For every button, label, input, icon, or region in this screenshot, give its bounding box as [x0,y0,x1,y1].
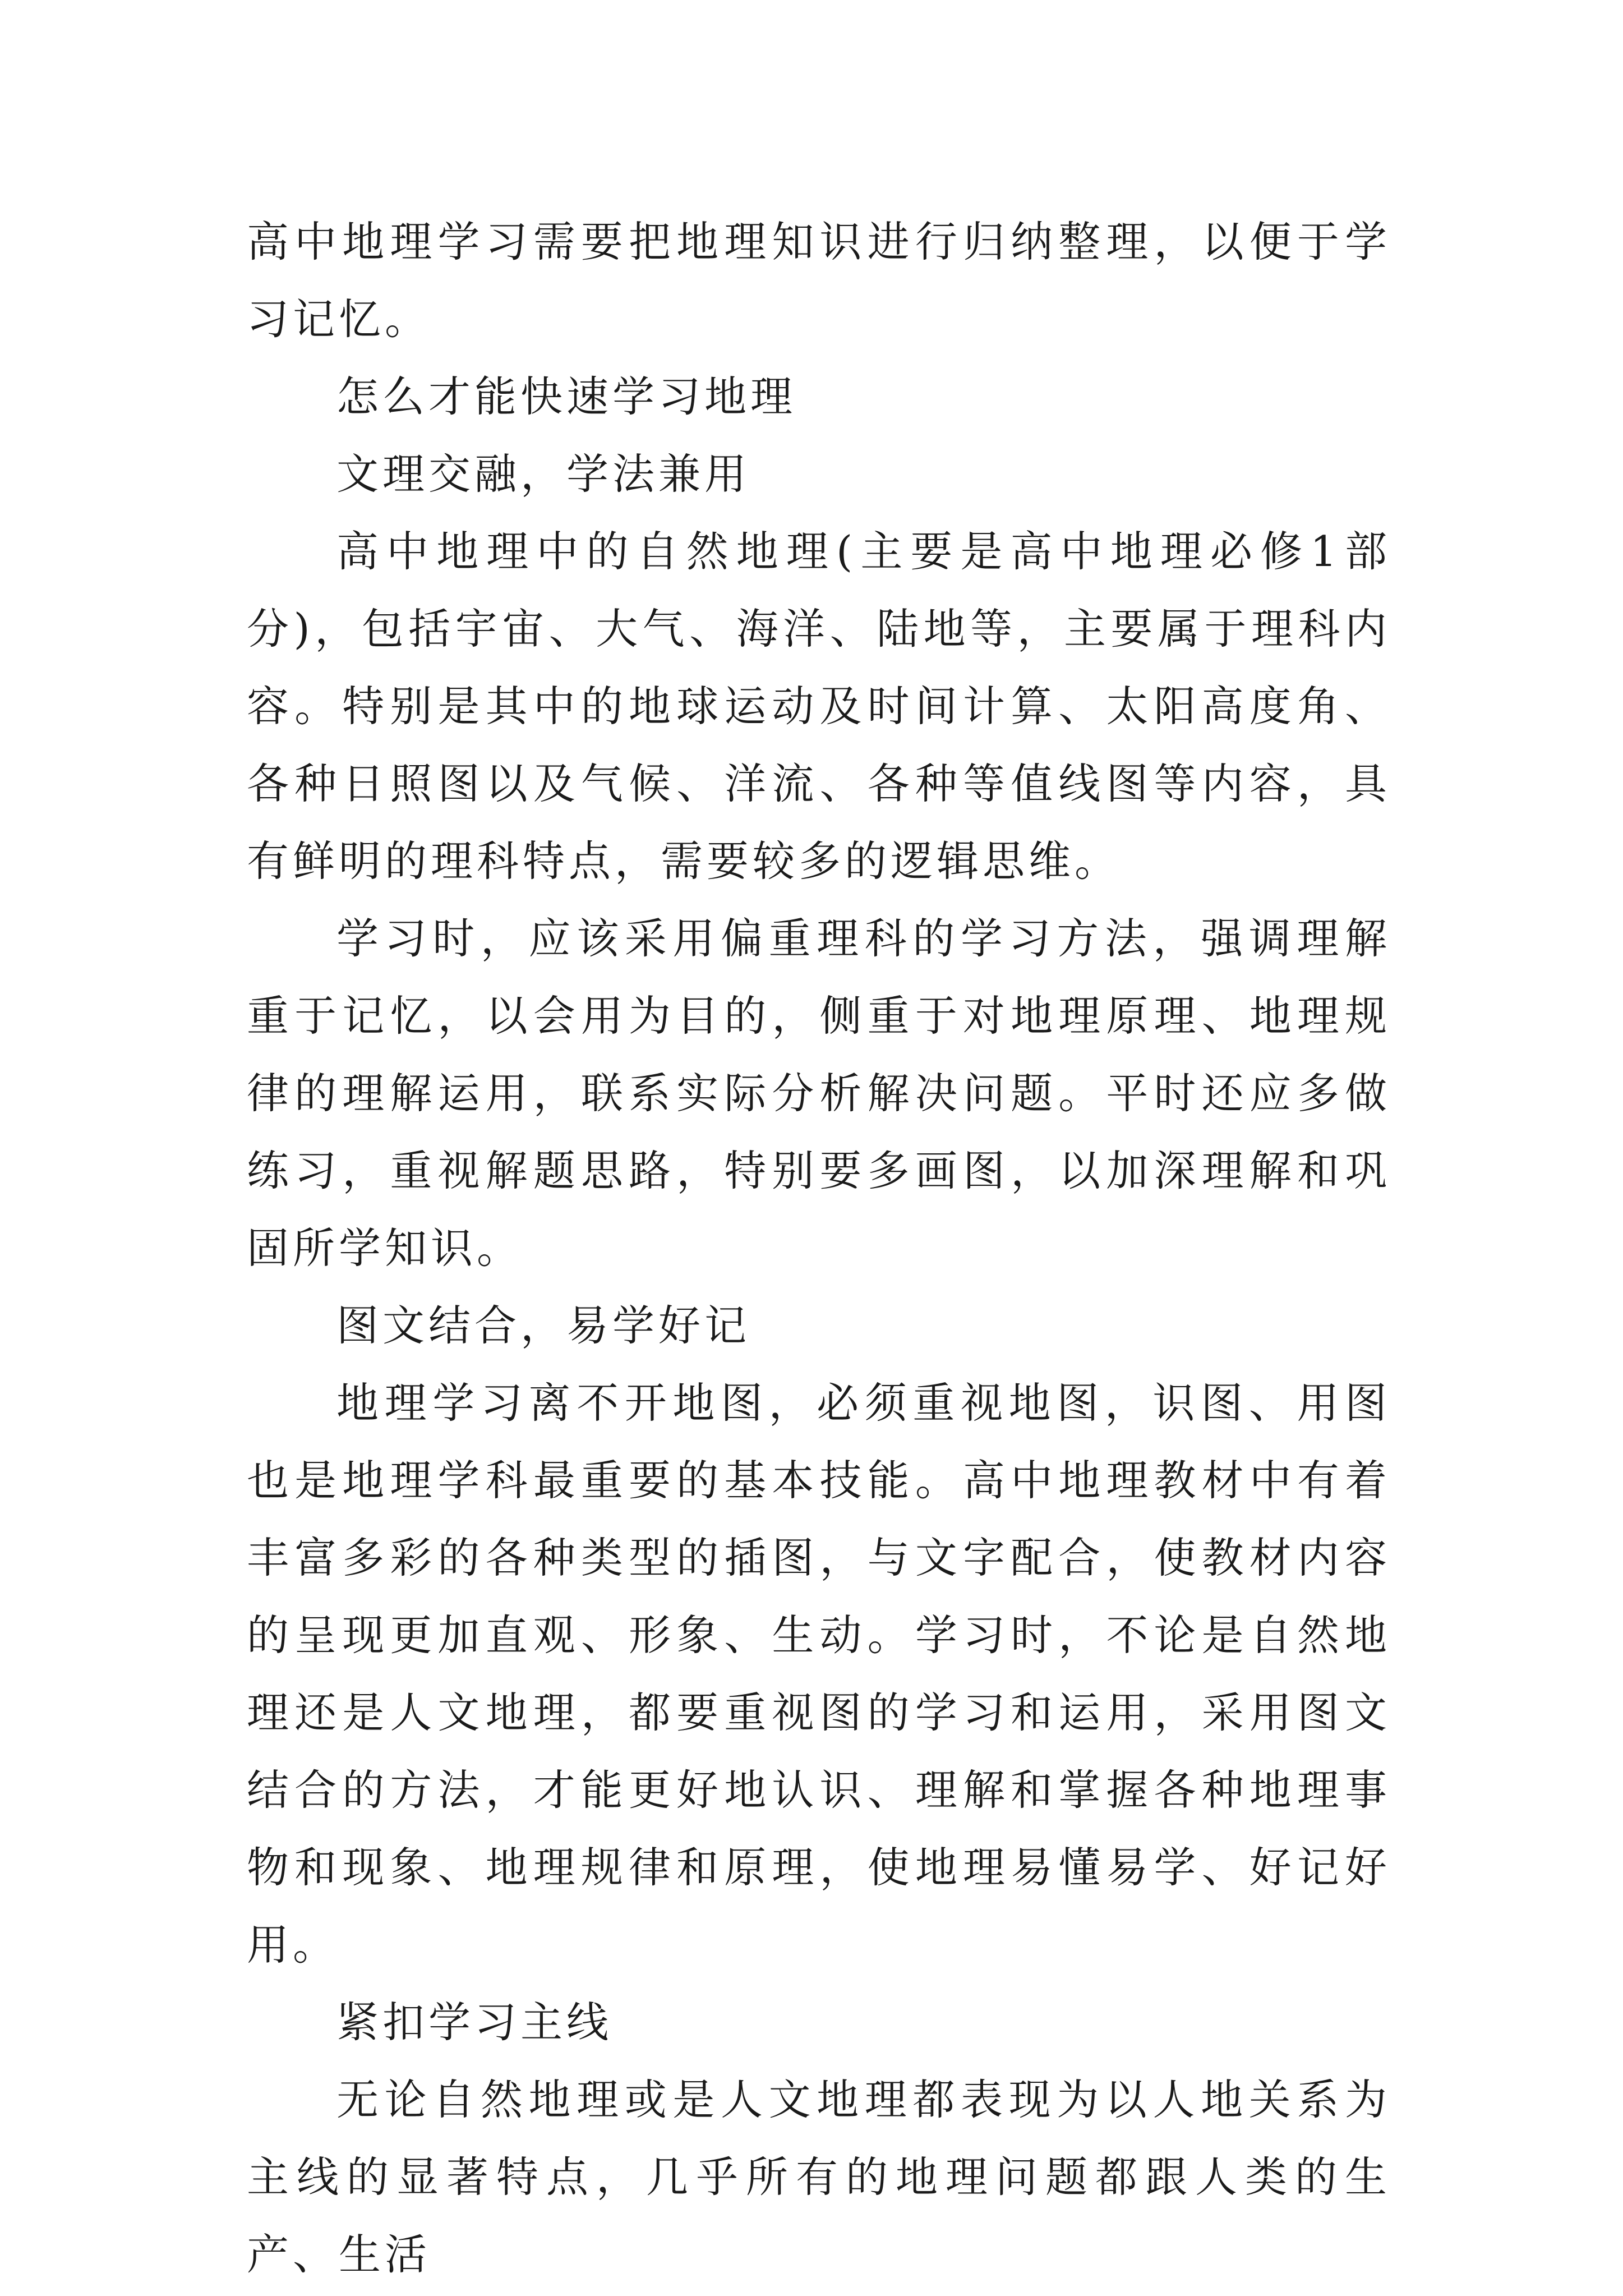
heading-liberal-science: 文理交融，学法兼用 [336,449,751,499]
paragraph-intro: 高中地理学习需要把地理知识进行归纳整理，以便于学习记忆。 [247,217,1391,344]
paragraph-human-land: 无论自然地理或是人文地理都表现为以人地关系为主线的显著特点，几乎所有的地理问题都跟人类的生产、生活 [247,2075,1391,2279]
heading-map-text: 图文结合，易学好记 [336,1301,751,1350]
paragraph-maps: 地理学习离不开地图，必须重视地图，识图、用图也是地理学科最重要的基本技能。高中地理教材中有着丰富多彩的各种类型的插图，与文字配合，使教材内容的呈现更加直观、形象、生动。学习时，不论是自然地理还是人文地理，都要重视图的学习和运用，采用图文结合的方法，才能更好地认识、理解和掌握各种地理事物和现象、地理规律和原理，使地理易懂易学、好记好用。 [247,1378,1391,1970]
paragraph-study-method: 学习时，应该采用偏重理科的学习方法，强调理解重于记忆，以会用为目的，侧重于对地理原理、地理规律的理解运用，联系实际分析解决问题。平时还应多做练习，重视解题思路，特别要多画图，以加深理解和巩固所学知识。 [247,914,1391,1273]
heading-main-line: 紧扣学习主线 [336,1998,613,2047]
body-text [247,203,1391,2293]
heading-how-to-learn: 怎么才能快速学习地理 [336,372,797,421]
paragraph-physical-geography: 高中地理中的自然地理(主要是高中地理必修1部分)，包括宇宙、大气、海洋、陆地等，主要属于理科内容。特别是其中的地球运动及时间计算、太阳高度角、各种日照图以及气候、洋流、各种等值线图等内容，具有鲜明的理科特点，需要较多的逻辑思维。 [247,527,1391,886]
